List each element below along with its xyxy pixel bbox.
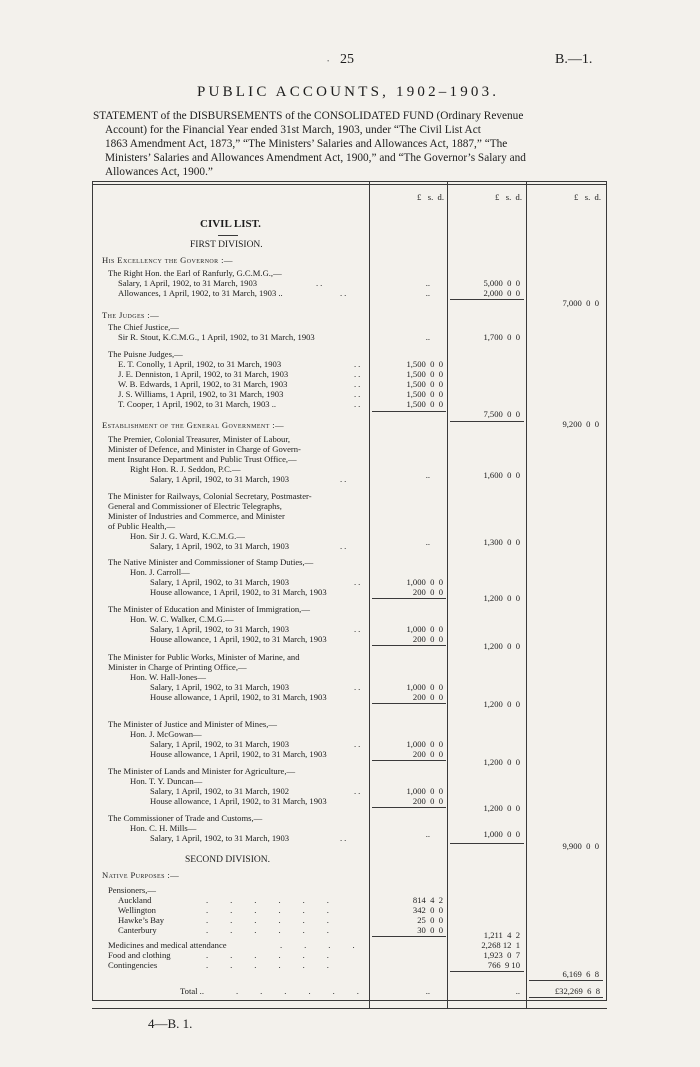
public-works-line: Hon. W. Hall-Jones— <box>130 672 206 682</box>
table-top-rule <box>92 184 607 185</box>
justice-total: 1,200 0 0 <box>483 757 520 767</box>
governor-allowance-col1: .. <box>425 288 430 298</box>
section-rule <box>218 235 238 236</box>
statement-intro <box>93 109 605 179</box>
subtotal-rule <box>372 703 446 704</box>
pensioner-region: Hawke’s Bay <box>118 915 165 925</box>
lands-salary: 1,000 0 0 <box>406 786 443 796</box>
premier-line: Salary, 1 April, 1902, to 31 March, 1903 <box>150 474 290 484</box>
heading-governor: His Excellency the Governor :— <box>102 255 233 265</box>
public-works-house: 200 0 0 <box>412 692 443 702</box>
lands-house: 200 0 0 <box>412 796 443 806</box>
table-top-rule <box>92 181 607 182</box>
column-rule <box>447 181 448 1009</box>
railways-line: Minister of Industries and Commerce, and Minister <box>108 511 285 521</box>
document-reference: B.—1. <box>555 52 593 67</box>
puisne-judge-amount: 1,500 0 0 <box>406 379 443 389</box>
subtotal-rule <box>372 645 446 646</box>
justice-line: Hon. J. McGowan— <box>130 729 202 739</box>
pensioner-amount: 30 0 0 <box>417 925 443 935</box>
intro-line: Ministers’ Salaries and Allowances Amendment Act, 1900,” and “The Governor’s Salary and <box>105 152 526 164</box>
native-item-amount: 1,923 0 7 <box>483 950 520 960</box>
pensioner-region: Wellington <box>118 905 156 915</box>
section-second-division: SECOND DIVISION. <box>185 855 270 865</box>
native-minister-line: Hon. J. Carroll— <box>130 567 190 577</box>
chief-justice-line: Sir R. Stout, K.C.M.G., 1 April, 1902, to 31 March, 1903 <box>118 332 315 342</box>
puisne-judge: J. E. Denniston, 1 April, 1902, to 31 March, 1903 <box>118 369 289 379</box>
column-heading: £ s. d. <box>495 192 522 202</box>
public-works-salary: 1,000 0 0 <box>406 682 443 692</box>
puisne-judge-amount: 1,500 0 0 <box>406 389 443 399</box>
column-rule <box>369 181 370 1009</box>
customs-col1: .. <box>425 829 430 839</box>
government-total: 9,900 0 0 <box>562 841 599 851</box>
governor-name: The Right Hon. the Earl of Ranfurly, G.C.M.G.,— <box>108 268 282 278</box>
education-line: Salary, 1 April, 1902, to 31 March, 1903 <box>150 624 290 634</box>
subtotal-rule <box>372 760 446 761</box>
pensioners-total: 1,211 4 2 <box>483 930 520 940</box>
native-item: Medicines and medical attendance <box>108 940 227 950</box>
railways-line: The Minister for Railways, Colonial Secretary, Postmaster- <box>108 491 312 501</box>
pensioner-amount: 342 0 0 <box>412 905 443 915</box>
puisne-judge-amount: 1,500 0 0 <box>406 369 443 379</box>
pensioner-amount: 25 0 0 <box>417 915 443 925</box>
lands-line: House allowance, 1 April, 1902, to 31 March, 1903 <box>150 796 327 806</box>
heading-native-purposes: Native Purposes :— <box>102 870 180 880</box>
railways-col1: .. <box>425 537 430 547</box>
education-total: 1,200 0 0 <box>483 641 520 651</box>
governor-allowance-label: Allowances, 1 April, 1902, to 31 March, 1903 .. <box>118 288 283 298</box>
public-works-line: Salary, 1 April, 1902, to 31 March, 1903 <box>150 682 290 692</box>
subtotal-rule <box>450 299 524 300</box>
native-item: Contingencies <box>108 960 158 970</box>
pensioner-region: Auckland <box>118 895 152 905</box>
education-house: 200 0 0 <box>412 634 443 644</box>
pensioner-region: Canterbury <box>118 925 157 935</box>
total-rule <box>529 997 603 998</box>
section-civil-list: CIVIL LIST. <box>200 218 261 230</box>
railways-line: Salary, 1 April, 1902, to 31 March, 1903 <box>150 541 290 551</box>
intro-line: STATEMENT of the DISBURSEMENTS of the CONSOLIDATED FUND (Ordinary Revenue <box>93 110 524 122</box>
lands-line: Salary, 1 April, 1902, to 31 March, 1902 <box>150 786 290 796</box>
puisne-judge: E. T. Conolly, 1 April, 1902, to 31 March, 1903 <box>118 359 282 369</box>
puisne-judges-label: The Puisne Judges,— <box>108 349 183 359</box>
premier-amount: 1,600 0 0 <box>483 470 520 480</box>
native-minister-line: House allowance, 1 April, 1902, to 31 March, 1903 <box>150 587 327 597</box>
subtotal-rule <box>450 971 524 972</box>
public-works-line: House allowance, 1 April, 1902, to 31 March, 1903 <box>150 692 327 702</box>
puisne-judge: W. B. Edwards, 1 April, 1902, to 31 March, 1903 <box>118 379 288 389</box>
footer-reference: 4—B. 1. <box>148 1016 193 1031</box>
intro-line: Account) for the Financial Year ended 31st March, 1903, under “The Civil List Act <box>105 124 481 136</box>
native-minister-line: Salary, 1 April, 1902, to 31 March, 1903 <box>150 577 290 587</box>
native-item-amount: 766 9 10 <box>487 960 520 970</box>
native-item-amount: 2,268 12 1 <box>481 940 520 950</box>
lands-line: Hon. T. Y. Duncan— <box>130 776 203 786</box>
table-bottom-rule <box>92 1008 607 1009</box>
column-heading: £ s. d. <box>574 192 601 202</box>
railways-amount: 1,300 0 0 <box>483 537 520 547</box>
column-rule <box>526 181 527 1009</box>
native-minister-total: 1,200 0 0 <box>483 593 520 603</box>
education-salary: 1,000 0 0 <box>406 624 443 634</box>
subtotal-rule <box>372 807 446 808</box>
subtotal-rule <box>372 936 446 937</box>
justice-salary: 1,000 0 0 <box>406 739 443 749</box>
justice-house: 200 0 0 <box>412 749 443 759</box>
premier-line: Right Hon. R. J. Seddon, P.C.— <box>130 464 241 474</box>
premier-line: ment Insurance Department and Public Trust Office,— <box>108 454 297 464</box>
puisne-judge-amount: 1,500 0 0 <box>406 359 443 369</box>
customs-line: The Commissioner of Trade and Customs,— <box>108 813 263 823</box>
section-first-division: FIRST DIVISION. <box>190 240 263 250</box>
customs-line: Salary, 1 April, 1902, to 31 March, 1903 <box>150 833 290 843</box>
heading-general-government: Establishment of the General Government :— <box>102 420 285 430</box>
lands-total: 1,200 0 0 <box>483 803 520 813</box>
column-heading: £ s. d. <box>417 192 444 202</box>
subtotal-rule <box>450 421 524 422</box>
justice-line: Salary, 1 April, 1902, to 31 March, 1903 <box>150 739 290 749</box>
justice-line: The Minister of Justice and Minister of Mines,— <box>108 719 277 729</box>
subtotal-rule <box>372 598 446 599</box>
native-minister-salary: 1,000 0 0 <box>406 577 443 587</box>
governor-total: 7,000 0 0 <box>562 298 599 308</box>
premier-line: Minister of Defence, and Minister in Charge of Govern- <box>108 444 301 454</box>
pensioners-label: Pensioners,— <box>108 885 156 895</box>
native-minister-house: 200 0 0 <box>412 587 443 597</box>
customs-amount: 1,000 0 0 <box>483 829 520 839</box>
intro-line: Allowances Act, 1900.” <box>105 166 213 178</box>
pensioner-amount: 814 4 2 <box>412 895 443 905</box>
native-minister-line: The Native Minister and Commissioner of Stamp Duties,— <box>108 557 314 567</box>
heading-judges: The Judges :— <box>102 310 160 320</box>
total-rule <box>529 980 603 981</box>
education-line: Hon. W. C. Walker, C.M.G.— <box>130 614 234 624</box>
page-title: PUBLIC ACCOUNTS, 1902–1903. <box>197 84 500 100</box>
public-works-line: The Minister for Public Works, Minister of Marine, and <box>108 652 300 662</box>
puisne-judge-amount: 1,500 0 0 <box>406 399 443 409</box>
native-purposes-total: 6,169 6 8 <box>562 969 599 979</box>
intro-line: 1863 Amendment Act, 1873,” “The Ministers’ Salaries and Allowances Act, 1887,” “The <box>105 138 508 150</box>
page-number: 25 <box>340 52 354 67</box>
customs-line: Hon. C. H. Mills— <box>130 823 197 833</box>
total-col2: .. <box>515 986 520 996</box>
railways-line: of Public Health,— <box>108 521 176 531</box>
governor-salary-label: Salary, 1 April, 1902, to 31 March, 1903 <box>118 278 258 288</box>
railways-line: Hon. Sir J. G. Ward, K.C.M.G.— <box>130 531 245 541</box>
total-label: Total .. <box>180 986 204 996</box>
railways-line: General and Commissioner of Electric Telegraphs, <box>108 501 282 511</box>
chief-justice-col1: .. <box>425 332 430 342</box>
puisne-judges-total: 7,500 0 0 <box>483 409 520 419</box>
table-right-rule <box>606 181 607 1001</box>
subtotal-rule <box>450 843 524 844</box>
puisne-judge: T. Cooper, 1 April, 1902, to 31 March, 1903 .. <box>118 399 276 409</box>
premier-col1: .. <box>425 470 430 480</box>
lands-line: The Minister of Lands and Minister for Agriculture,— <box>108 766 296 776</box>
education-line: The Minister of Education and Minister of Immigration,— <box>108 604 310 614</box>
governor-salary-amount: 5,000 0 0 <box>483 278 520 288</box>
subtotal-rule <box>372 411 446 412</box>
public-works-line: Minister in Charge of Printing Office,— <box>108 662 247 672</box>
education-line: House allowance, 1 April, 1902, to 31 March, 1903 <box>150 634 327 644</box>
judges-total: 9,200 0 0 <box>562 419 599 429</box>
total-col1: .. <box>425 986 430 996</box>
public-works-total: 1,200 0 0 <box>483 699 520 709</box>
justice-line: House allowance, 1 April, 1902, to 31 March, 1903 <box>150 749 327 759</box>
chief-justice-amount: 1,700 0 0 <box>483 332 520 342</box>
puisne-judge: J. S. Williams, 1 April, 1902, to 31 March, 1903 <box>118 389 284 399</box>
table-bottom-rule <box>92 1000 607 1001</box>
table-left-rule <box>92 181 93 1001</box>
governor-allowance-amount: 2,000 0 0 <box>483 288 520 298</box>
grand-total: £32,269 6 8 <box>554 986 600 996</box>
native-item: Food and clothing <box>108 950 171 960</box>
premier-line: The Premier, Colonial Treasurer, Minister of Labour, <box>108 434 291 444</box>
stray-mark: · <box>326 53 331 68</box>
governor-salary-col1: .. <box>425 278 430 288</box>
chief-justice-label: The Chief Justice,— <box>108 322 179 332</box>
